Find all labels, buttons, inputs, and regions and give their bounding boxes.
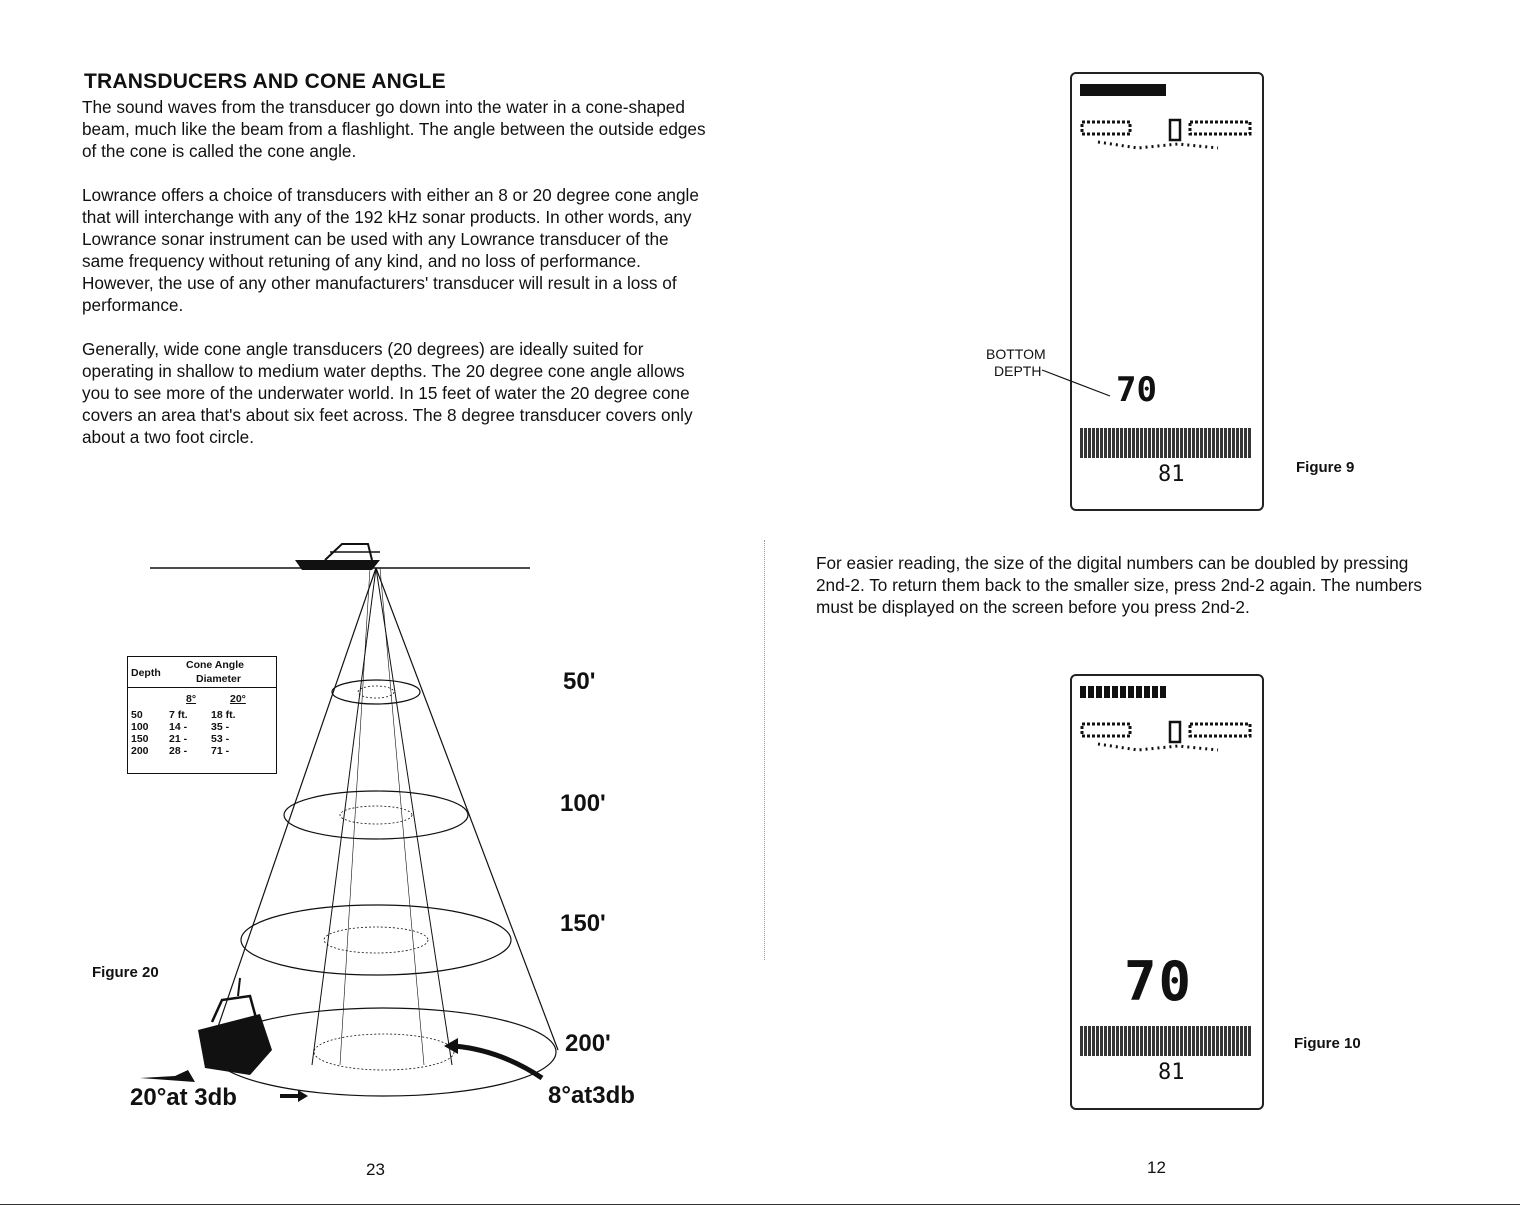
- callout-bottom: BOTTOM: [986, 346, 1046, 362]
- table-row: 100 14 - 35 -: [131, 721, 230, 733]
- narrow-cone-left-edge: [312, 568, 376, 1065]
- depth-label-200: 200': [565, 1030, 611, 1057]
- right-paragraph: [816, 552, 1426, 618]
- bottom-boat-icon: [140, 978, 272, 1082]
- table-sub-8: 8°: [186, 693, 197, 705]
- depth-table-body: [129, 709, 240, 757]
- paragraph-3: [82, 338, 712, 448]
- surface-boat-icon: [295, 544, 380, 570]
- table-row: 150 21 - 53 -: [131, 733, 230, 745]
- bottom-signal-bar: [1080, 428, 1252, 458]
- fig10-depth-readout: 70: [1124, 950, 1194, 1013]
- bottom-edge-line: [0, 1204, 1520, 1205]
- paragraph-1-text: The sound waves from the transducer go down into the water in a cone-shaped beam, much like the beam from a flashlight. The angle between the outside edges of the cone is called the cone angle.: [82, 97, 706, 161]
- right-paragraph-text: For easier reading, the size of the digital numbers can be doubled by pressing 2nd-2. To return them back to the smaller size, press 2nd-2 again. The numbers must be displayed on the screen before you press 2nd-2.: [816, 553, 1423, 617]
- depth-label-150: 150': [560, 910, 606, 937]
- section-heading: TRANSDUCERS AND CONE ANGLE: [84, 70, 446, 93]
- fig9-temp-readout: 81: [1158, 462, 1185, 487]
- cone-ring-100: [284, 791, 468, 839]
- narrow-cone-right-edge: [376, 568, 452, 1065]
- bottom-signal-bar: [1080, 1026, 1252, 1056]
- paragraph-2: [82, 184, 712, 316]
- figure-9-label: Figure 9: [1296, 459, 1355, 476]
- speed-indicator-graphic: [1078, 720, 1256, 764]
- depth-diameter-table: [127, 656, 277, 774]
- paragraph-2-text: Lowrance offers a choice of transducers with either an 8 or 20 degree cone angle that will interchange with any of the 192 kHz sonar products. In other words, any Lowrance sonar instrument can be used with any Lowrance transducer of the same frequency without retuning of any kind, and no loss of performance. However, the use of any other manufacturers' transducer will result in a loss of performance.: [82, 185, 699, 315]
- callout-arrow: [1040, 366, 1120, 406]
- table-row: 50 7 ft. 18 ft.: [131, 709, 236, 721]
- label-8-degree: 8°at3db: [548, 1082, 635, 1109]
- sonar-screen-figure9: [1070, 72, 1264, 511]
- fig10-temp-readout: 81: [1158, 1060, 1185, 1085]
- table-sub-20: 20°: [230, 693, 246, 705]
- callout-depth: DEPTH: [994, 363, 1042, 379]
- fig9-depth-readout: 70: [1116, 370, 1157, 410]
- gutter-line: [764, 540, 766, 960]
- wide-cone-right-edge: [376, 568, 558, 1050]
- depth-label-50: 50': [563, 668, 596, 695]
- speed-indicator-graphic: [1078, 118, 1256, 162]
- figure-20-label: Figure 20: [92, 964, 159, 981]
- table-header-depth: Depth: [131, 667, 161, 679]
- cone-ring-150: [241, 905, 511, 975]
- sonar-screen-figure10: [1070, 674, 1264, 1110]
- depth-label-100: 100': [560, 790, 606, 817]
- wide-cone-left-edge: [210, 568, 376, 1050]
- table-header-diameter: Diameter: [196, 673, 241, 685]
- label-20-degree: 20°at 3db: [130, 1084, 237, 1111]
- paragraph-1: [82, 96, 712, 162]
- figure-10-label: Figure 10: [1294, 1035, 1361, 1052]
- top-status-bar: [1080, 686, 1166, 698]
- paragraph-3-text: Generally, wide cone angle transducers (20 degrees) are ideally suited for operating in shallow to medium water depths. The 20 degree cone angle allows you to see more of the underwater world. In 15 feet of water the 20 degree cone covers an area that's about six feet across. The 8 degree transducer covers only about a two foot circle.: [82, 339, 693, 447]
- table-header-cone-angle: Cone Angle: [186, 659, 244, 671]
- top-status-bar: [1080, 84, 1166, 96]
- cone-ring-50: [332, 680, 420, 704]
- bottom-depth-callout: [986, 346, 1046, 380]
- page-number-right: 12: [1147, 1158, 1166, 1177]
- page-number-left: 23: [366, 1160, 385, 1179]
- table-row: 200 28 - 71 -: [131, 745, 230, 757]
- arrow-8deg: [454, 1046, 542, 1078]
